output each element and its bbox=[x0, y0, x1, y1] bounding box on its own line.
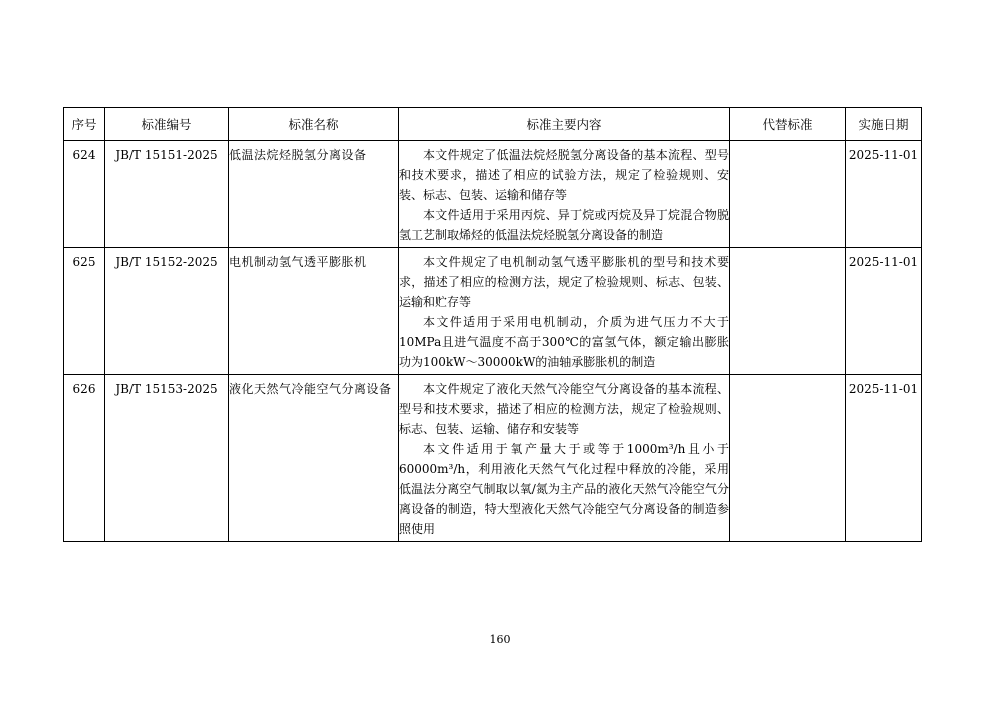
page-number: 160 bbox=[489, 633, 511, 646]
header-main-content: 标准主要内容 bbox=[399, 108, 730, 141]
content-paragraph: 本文件适用于采用电机制动，介质为进气压力不大于10MPa且进气温度不高于300℃的富氢气体，额定输出膨胀功为100kW～30000kW的油轴承膨胀机的制造 bbox=[399, 315, 729, 369]
table-body bbox=[64, 141, 922, 542]
content-paragraph: 本文件规定了电机制动氢气透平膨胀机的型号和技术要求，描述了相应的检测方法，规定了检验规则、标志、包装、运输和贮存等 bbox=[399, 255, 729, 309]
content-paragraph: 本文件规定了液化天然气冷能空气分离设备的基本流程、型号和技术要求，描述了相应的检测方法，规定了检验规则、标志、包装、运输、储存和安装等 bbox=[399, 382, 729, 436]
row-main-content bbox=[399, 248, 730, 375]
table-header bbox=[64, 108, 922, 141]
standards-table bbox=[63, 107, 922, 542]
content-paragraph: 本文件适用于采用丙烷、异丁烷或丙烷及异丁烷混合物脱氢工艺制取烯烃的低温法烷烃脱氢分离设备的制造 bbox=[399, 208, 729, 242]
row-standard-name: 低温法烷烃脱氢分离设备 bbox=[229, 141, 399, 248]
table-row bbox=[64, 141, 922, 248]
row-standard-name: 电机制动氢气透平膨胀机 bbox=[229, 248, 399, 375]
content-paragraph: 本文件规定了低温法烷烃脱氢分离设备的基本流程、型号和技术要求，描述了相应的试验方法，规定了检验规则、安装、标志、包装、运输和储存等 bbox=[399, 148, 729, 202]
header-replaced-standard: 代替标准 bbox=[730, 108, 846, 141]
row-index: 624 bbox=[64, 141, 105, 248]
header-standard-code: 标准编号 bbox=[105, 108, 229, 141]
header-standard-name: 标准名称 bbox=[229, 108, 399, 141]
row-implementation-date: 2025-11-01 bbox=[846, 248, 922, 375]
table-row bbox=[64, 375, 922, 542]
row-index: 626 bbox=[64, 375, 105, 542]
row-standard-name: 液化天然气冷能空气分离设备 bbox=[229, 375, 399, 542]
content-paragraph: 本文件适用于氧产量大于或等于1000m³/h且小于60000m³/h，利用液化天然气气化过程中释放的冷能，采用低温法分离空气制取以氧/氮为主产品的液化天然气冷能空气分离设备的制造，特大型液化天然气冷能空气分离设备的制造参照使用 bbox=[399, 442, 729, 536]
header-row bbox=[64, 108, 922, 141]
row-replaced-standard bbox=[730, 375, 846, 542]
row-index: 625 bbox=[64, 248, 105, 375]
row-standard-code: JB/T 15153-2025 bbox=[105, 375, 229, 542]
row-standard-code: JB/T 15152-2025 bbox=[105, 248, 229, 375]
header-implementation-date: 实施日期 bbox=[846, 108, 922, 141]
row-implementation-date: 2025-11-01 bbox=[846, 141, 922, 248]
row-standard-code: JB/T 15151-2025 bbox=[105, 141, 229, 248]
row-main-content bbox=[399, 375, 730, 542]
row-replaced-standard bbox=[730, 248, 846, 375]
row-implementation-date: 2025-11-01 bbox=[846, 375, 922, 542]
table-row bbox=[64, 248, 922, 375]
row-main-content bbox=[399, 141, 730, 248]
row-replaced-standard bbox=[730, 141, 846, 248]
header-index: 序号 bbox=[64, 108, 105, 141]
